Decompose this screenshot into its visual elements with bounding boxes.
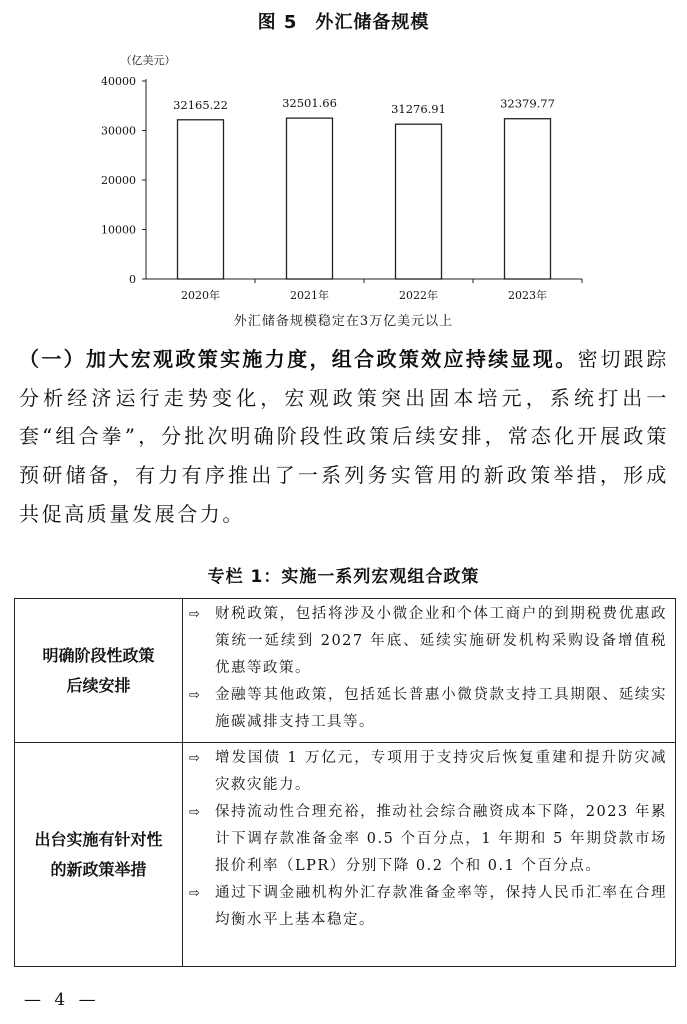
x-tick-label: 2021年 — [290, 289, 329, 302]
arrow-right-icon: ⇨ — [189, 805, 202, 820]
policy-item-text: 通过下调金融机构外汇存款准备金率等，保持人民币汇率在合理均衡水平上基本稳定。 — [215, 885, 667, 928]
chart-caption: 外汇储备规模稳定在3万亿美元以上 — [233, 314, 454, 329]
figure-number: 图 5 — [257, 12, 298, 33]
policy-item — [189, 682, 667, 736]
policy-row — [15, 743, 676, 967]
arrow-right-icon: ⇨ — [189, 751, 202, 766]
policy-item-text: 增发国债 1 万亿元，专项用于支持灾后恢复重建和提升防灾减灾救灾能力。 — [215, 750, 667, 793]
category-cell — [15, 599, 183, 743]
policy-item — [189, 880, 667, 934]
y-tick-label: 10000 — [101, 223, 136, 237]
items-cell — [183, 599, 676, 743]
policy-item-text: 财税政策，包括将涉及小微企业和个体工商户的到期税费优惠政策统一延续到 2027 年底、延续实施研发机构采购设备增值税优惠等政策。 — [215, 606, 667, 676]
bar — [178, 120, 224, 279]
y-tick-label: 40000 — [101, 75, 136, 88]
page-number: — 4 — — [24, 990, 100, 1010]
policy-table — [14, 598, 676, 967]
y-tick-label: 30000 — [101, 124, 136, 138]
arrow-right-icon: ⇨ — [189, 688, 202, 703]
x-tick-label: 2023年 — [508, 289, 547, 302]
arrow-right-icon: ⇨ — [189, 886, 202, 901]
category-line: 的新政策举措 — [50, 859, 147, 879]
category-line: 明确阶段性政策 — [42, 645, 155, 665]
bar — [287, 118, 333, 279]
bar-value-label: 32165.22 — [173, 97, 228, 112]
category-line: 出台实施有针对性 — [34, 829, 163, 849]
y-tick-label: 0 — [129, 273, 136, 286]
x-tick-label: 2020年 — [181, 289, 220, 302]
category-line: 后续安排 — [66, 675, 131, 695]
y-axis — [101, 75, 146, 286]
category-cell — [15, 743, 183, 967]
policy-item-text: 保持流动性合理充裕，推动社会综合融资成本下降，2023 年累计下调存款准备金率 0.5 个百分点，1 年期和 5 年期贷款市场报价利率（LPR）分别下降 0.2 个和 0.1 个百分点。 — [215, 804, 667, 874]
bars-group — [173, 96, 555, 279]
arrow-right-icon: ⇨ — [189, 607, 202, 622]
y-tick-label: 20000 — [101, 174, 136, 187]
y-axis-unit-label: （亿美元） — [120, 54, 176, 67]
bar — [396, 124, 442, 279]
box-title: 专栏 1：实施一系列宏观组合政策 — [207, 567, 480, 587]
reserves-bar-chart — [0, 44, 687, 308]
bar-value-label: 32501.66 — [282, 96, 337, 111]
policy-item — [189, 799, 667, 880]
body-paragraph — [19, 340, 669, 534]
policy-item — [189, 601, 667, 682]
bar-value-label: 32379.77 — [500, 96, 555, 111]
bar — [505, 119, 551, 279]
policy-row — [15, 599, 676, 743]
x-tick-label: 2022年 — [399, 289, 438, 302]
items-cell — [183, 743, 676, 967]
bar-value-label: 31276.91 — [391, 102, 446, 117]
paragraph-lead: （一）加大宏观政策实施力度，组合政策效应持续显现。 — [19, 347, 578, 371]
figure-title-text: 外汇储备规模 — [315, 12, 430, 33]
policy-item-text: 金融等其他政策，包括延长普惠小微贷款支持工具期限、延续实施碳减排支持工具等。 — [215, 687, 667, 730]
x-axis — [146, 279, 582, 302]
paragraph-body: 密切跟踪分析经济运行走势变化，宏观政策突出固本培元，系统打出一套“组合拳”，分批次明确阶段性政策后续安排，常态化开展政策预研储备，有力有序推出了一系列务实管用的新政策举措，形成共促高质量发展合力。 — [19, 347, 670, 526]
policy-item — [189, 745, 667, 799]
figure-title — [0, 8, 687, 34]
